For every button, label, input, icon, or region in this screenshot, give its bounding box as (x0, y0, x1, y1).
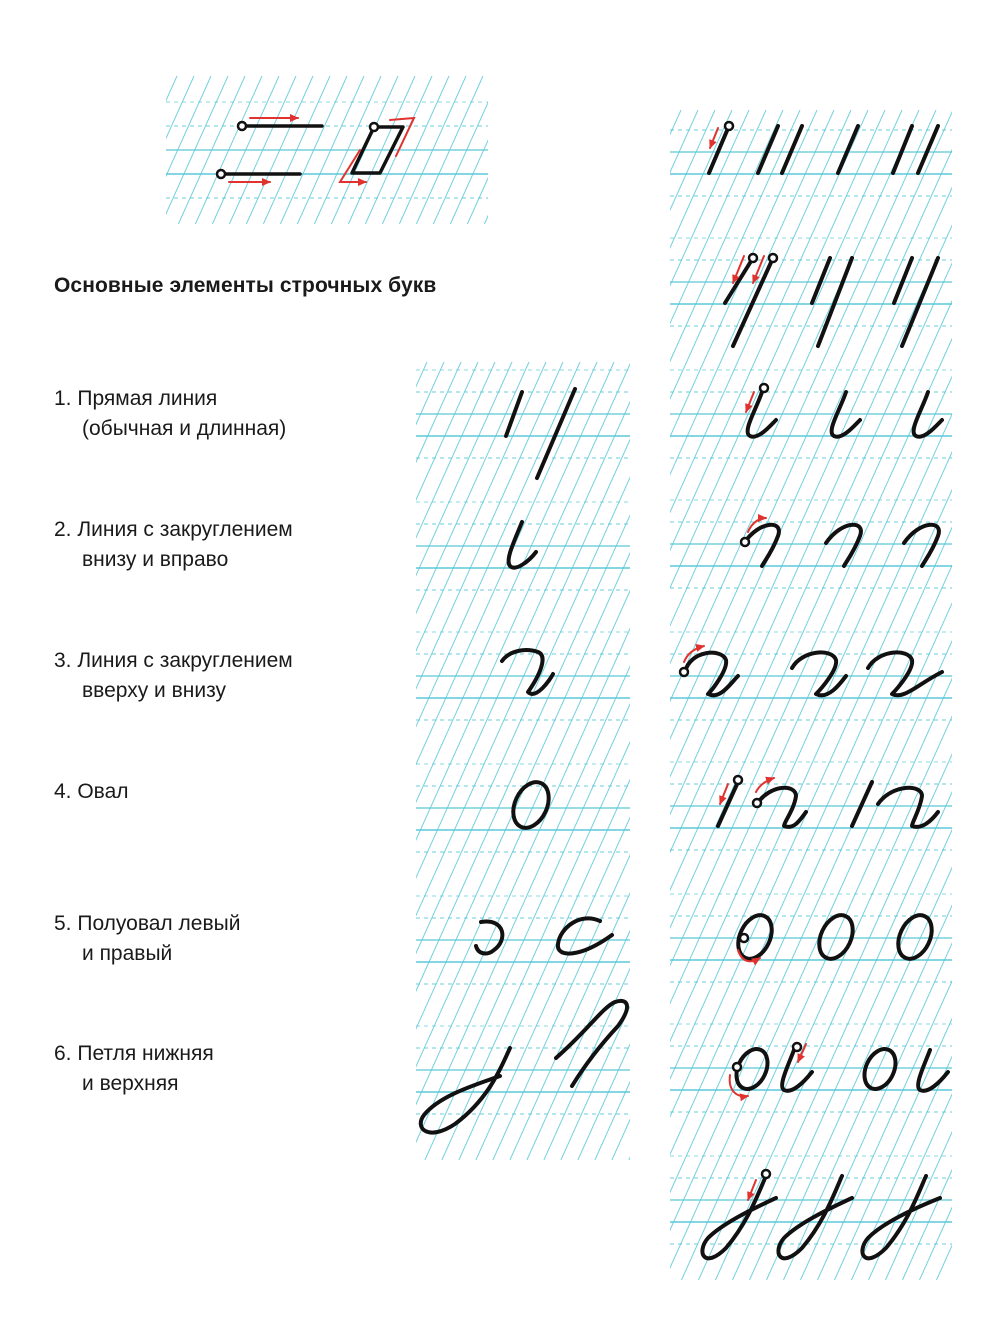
element-5-sublabel: и правый (82, 942, 173, 965)
upper-loop (556, 1001, 627, 1086)
practice-strokes-right (685, 126, 948, 1258)
ruled-grid-middle (17, 362, 1000, 1160)
element-6-sublabel: и верхняя (82, 1072, 179, 1095)
element-3-label: 3. Линия с закруглением (54, 649, 293, 672)
line-rounded-top-bottom (502, 650, 553, 694)
element-6-label: 6. Петля нижняя (54, 1042, 214, 1065)
lower-loop (421, 1048, 510, 1133)
long-straight-line (537, 389, 575, 478)
oval (506, 776, 555, 833)
element-5-label: 5. Полуовал левый (54, 912, 241, 935)
element-4-label: 4. Овал (54, 780, 129, 803)
element-3-sublabel: вверху и внизу (82, 679, 226, 702)
page-title: Основные элементы строчных букв (54, 274, 437, 297)
element-1-sublabel: (обычная и длинная) (82, 417, 287, 440)
right-half-oval (558, 918, 612, 953)
element-2-label: 2. Линия с закруглением (54, 518, 293, 541)
left-half-oval (476, 922, 502, 954)
element-1-label: 1. Прямая линия (54, 387, 218, 410)
ruled-grid-top (59, 76, 585, 224)
element-2-sublabel: внизу и вправо (82, 548, 229, 571)
